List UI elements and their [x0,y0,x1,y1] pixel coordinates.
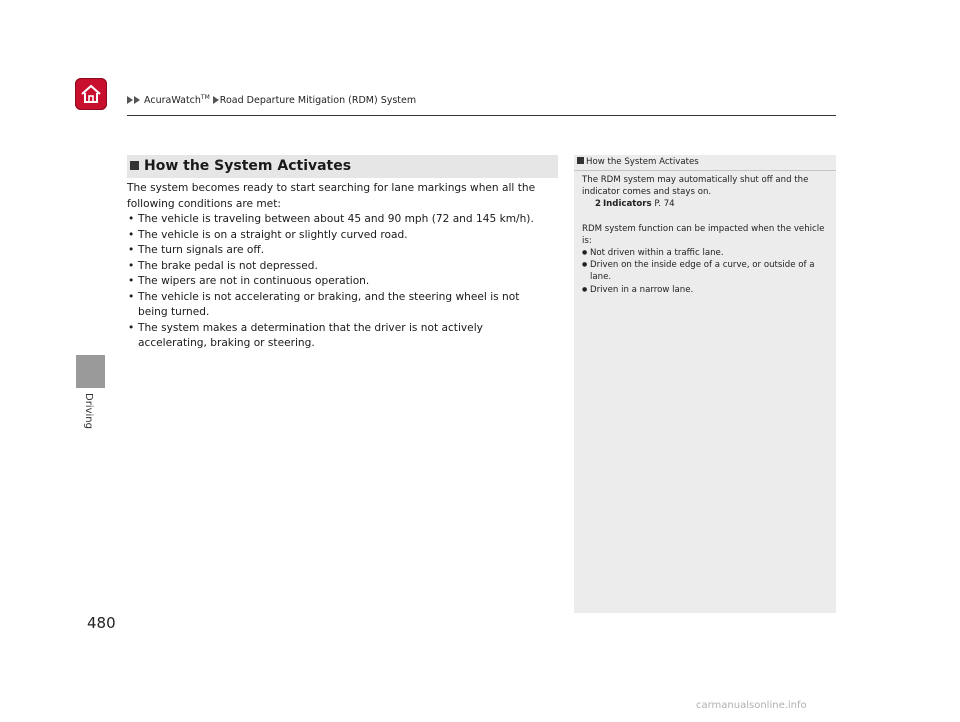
indicators-link-page: P. 74 [654,199,675,210]
trademark-mark: TM [200,94,210,101]
home-icon [80,83,102,105]
chapter-label: Driving [83,393,94,429]
section-title: How the System Activates [144,158,352,174]
note-para-1: The RDM system may automatically shut off and the indicator comes and stays on. [582,175,809,198]
note-marker-icon [577,157,584,164]
note-divider [574,170,836,171]
indicators-link[interactable] [582,198,832,210]
list-item: • The vehicle is on a straight or slightly curved road. [127,228,552,244]
section-square-icon [130,161,139,170]
note-para-2: RDM system function can be impacted when the vehicle is: [582,223,825,246]
breadcrumb-arrow-icon [134,96,140,104]
side-note [574,155,836,613]
page-number: 480 [87,614,116,632]
breadcrumb-item-acurawatch[interactable]: AcuraWatch [144,95,201,107]
list-item: • The wipers are not in continuous operation. [127,274,552,290]
note-title [577,157,699,167]
list-item: • The vehicle is not accelerating or braking, and the steering wheel is not being turned. [127,290,552,321]
breadcrumb-arrow-icon [213,96,219,104]
breadcrumb [127,94,416,106]
section-heading [127,155,558,178]
list-item: • The turn signals are off. [127,243,552,259]
list-item: ● Driven in a narrow lane. [582,284,832,296]
indicators-link-label: Indicators [602,199,652,210]
header-divider [127,115,836,116]
conditions-list [127,212,552,352]
home-button[interactable] [75,78,107,110]
list-item: ● Driven on the inside edge of a curve, or outside of a lane. [582,259,832,283]
section-intro: The system becomes ready to start searching for lane markings when all the following conditions are met: [127,182,536,210]
section-body [127,181,552,352]
breadcrumb-item-rdm[interactable]: Road Departure Mitigation (RDM) System [219,95,417,107]
watermark: carmanualsonline.info [696,700,807,711]
list-item: • The vehicle is traveling between about 45 and 90 mph (72 and 145 km/h). [127,212,552,228]
list-item: • The system makes a determination that the driver is not actively accelerating, braking or steering. [127,321,552,352]
chapter-tab[interactable] [76,355,105,388]
note-list [582,247,832,296]
breadcrumb-arrow-icon [127,96,133,104]
note-title-text: How the System Activates [586,157,699,167]
list-item: • The brake pedal is not depressed. [127,259,552,275]
reference-arrow-icon: 2 [595,199,601,210]
note-body [582,174,832,296]
list-item: ● Not driven within a traffic lane. [582,247,832,259]
